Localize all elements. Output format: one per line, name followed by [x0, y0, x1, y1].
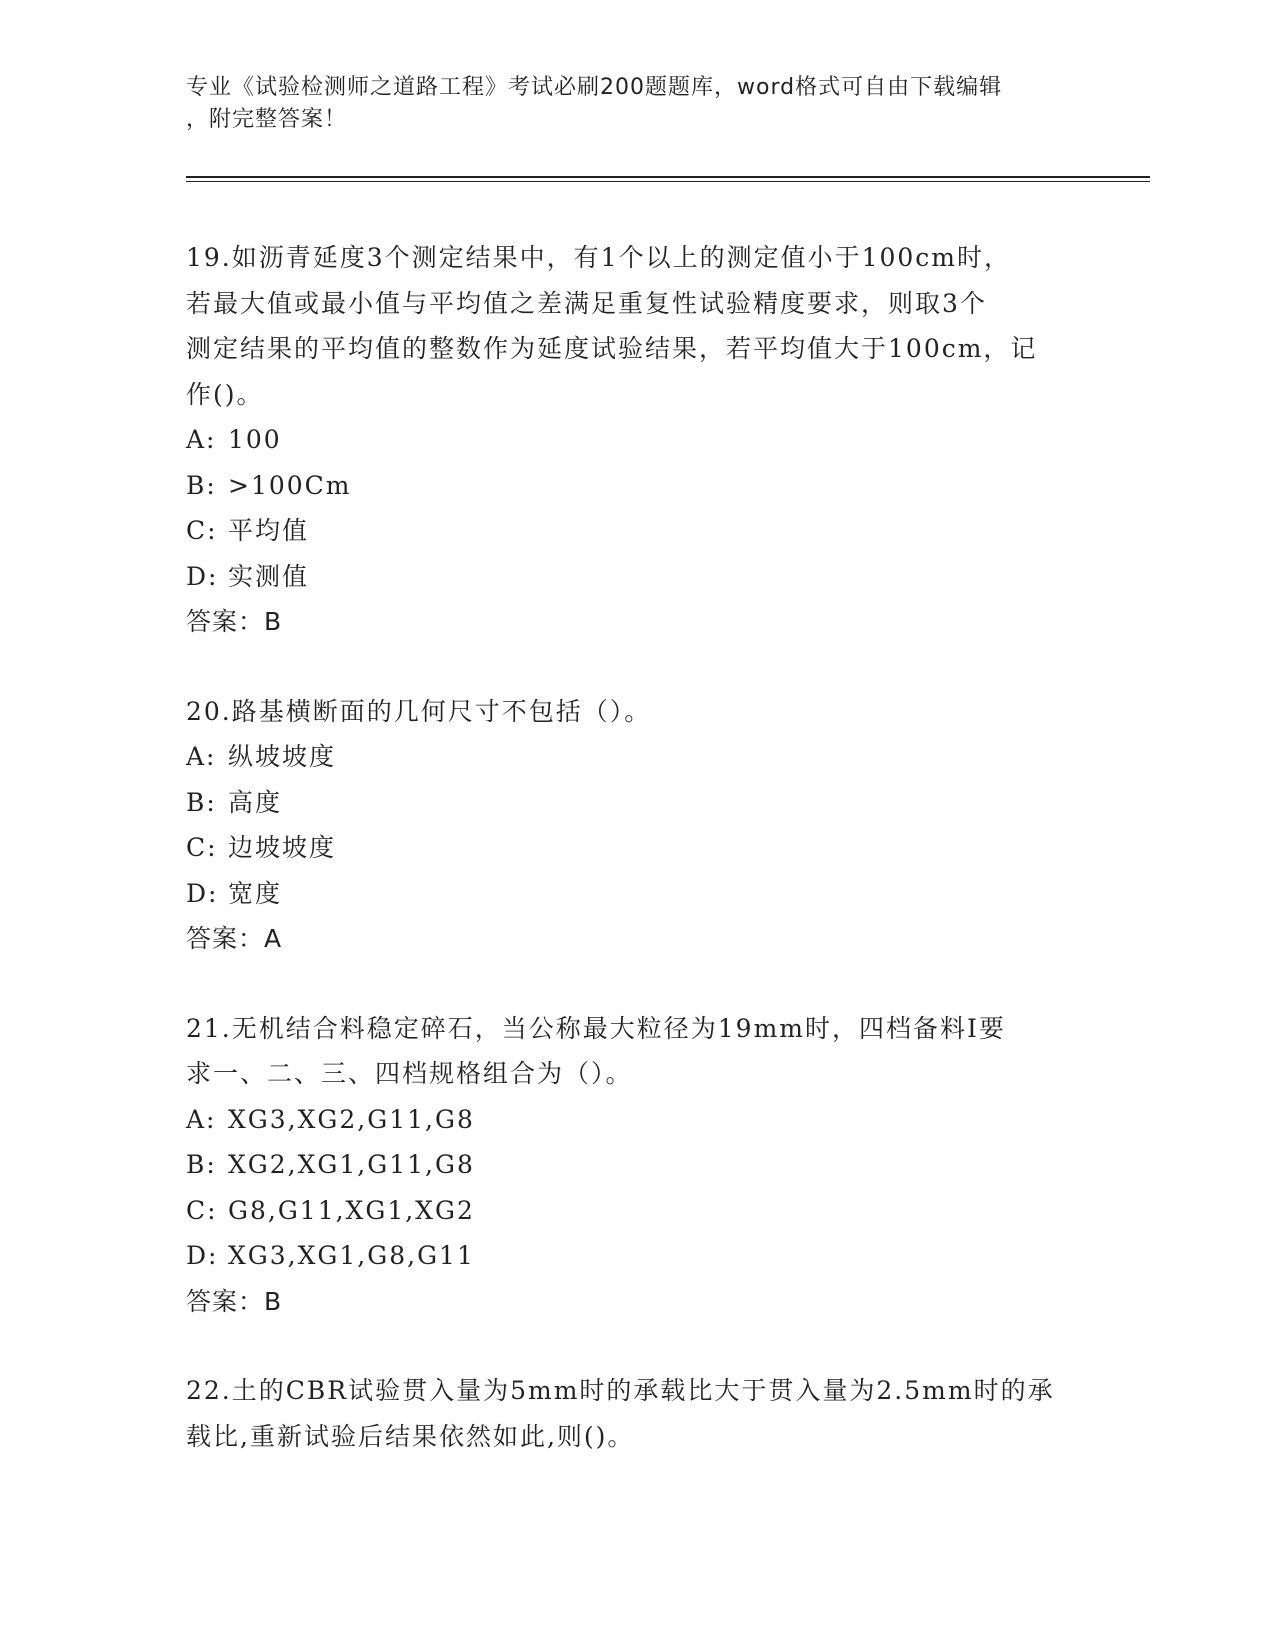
option-d	[186, 871, 1086, 917]
answer-line: 答案：B	[186, 607, 283, 636]
option-key: C:	[186, 1195, 218, 1225]
option-text: 高度	[228, 787, 283, 817]
question-stem	[186, 235, 1086, 417]
page-header	[186, 72, 1086, 136]
option-c	[186, 508, 1086, 554]
option-key: D:	[186, 1241, 219, 1270]
option-c	[186, 825, 1086, 871]
option-text: 平均值	[228, 516, 310, 545]
option-b	[186, 1142, 1086, 1188]
stem-line: 求一、二、三、四档规格组合为（）。	[186, 1059, 633, 1088]
option-text: 纵坡坡度	[228, 742, 337, 771]
option-key: B:	[186, 787, 217, 817]
option-b	[186, 463, 1086, 509]
option-key: D:	[186, 561, 219, 591]
header-title-line-2: ，附完整答案！	[186, 107, 348, 132]
stem-line: 载比,重新试验后结果依然如此,则()。	[186, 1421, 635, 1451]
option-key: B:	[186, 1150, 217, 1179]
question-22	[186, 1368, 1086, 1459]
header-divider-thin	[186, 181, 1150, 182]
option-text: G8,G11,XG1,XG2	[228, 1195, 475, 1225]
stem-line: 若最大值或最小值与平均值之差满足重复性试验精度要求，则取3个	[186, 288, 987, 318]
option-key: C:	[186, 833, 218, 862]
option-d	[186, 554, 1086, 600]
option-text: >100Cm	[228, 470, 352, 500]
stem-line: 作()。	[186, 379, 264, 409]
option-text: XG3,XG2,G11,G8	[228, 1104, 475, 1134]
option-text: 实测值	[228, 561, 310, 591]
option-a	[186, 1097, 1086, 1143]
stem-line: 21.无机结合料稳定碎石，当公称最大粒径为19mm时，四档备料I要	[186, 1013, 1006, 1043]
stem-line: 22.土的CBR试验贯入量为5mm时的承载比大于贯入量为2.5mm时的承	[186, 1376, 1055, 1405]
option-key: D:	[186, 878, 219, 908]
answer-line: 答案：B	[186, 1286, 283, 1316]
question-21	[186, 1006, 1086, 1325]
stem-line: 20.路基横断面的几何尺寸不包括（）。	[186, 696, 652, 726]
option-key: C:	[186, 516, 218, 545]
question-stem	[186, 689, 1086, 735]
question-20	[186, 689, 1086, 962]
option-text: 100	[228, 425, 282, 454]
option-key: A:	[186, 425, 217, 454]
option-key: A:	[186, 742, 217, 771]
option-a	[186, 417, 1086, 463]
stem-line: 测定结果的平均值的整数作为延度试验结果，若平均值大于100cm，记	[186, 334, 1038, 363]
option-text: 宽度	[228, 878, 283, 908]
answer-line: 答案：A	[186, 924, 283, 953]
option-key: A:	[186, 1104, 217, 1134]
option-d	[186, 1233, 1086, 1279]
option-b	[186, 780, 1086, 826]
option-text: XG2,XG1,G11,G8	[228, 1150, 475, 1179]
option-text: 边坡坡度	[228, 833, 337, 862]
stem-line: 19.如沥青延度3个测定结果中，有1个以上的测定值小于100cm时，	[186, 243, 1011, 272]
question-stem	[186, 1368, 1086, 1459]
header-title-line-1: 专业《试验检测师之道路工程》考试必刷200题题库，word格式可自由下载编辑	[186, 75, 1003, 100]
option-a	[186, 734, 1086, 780]
header-divider-thick	[186, 176, 1150, 178]
question-stem	[186, 1006, 1086, 1097]
option-text: XG3,XG1,G8,G11	[228, 1241, 475, 1270]
option-c	[186, 1188, 1086, 1234]
question-19	[186, 235, 1086, 645]
question-list	[186, 235, 1086, 1459]
option-key: B:	[186, 470, 217, 500]
